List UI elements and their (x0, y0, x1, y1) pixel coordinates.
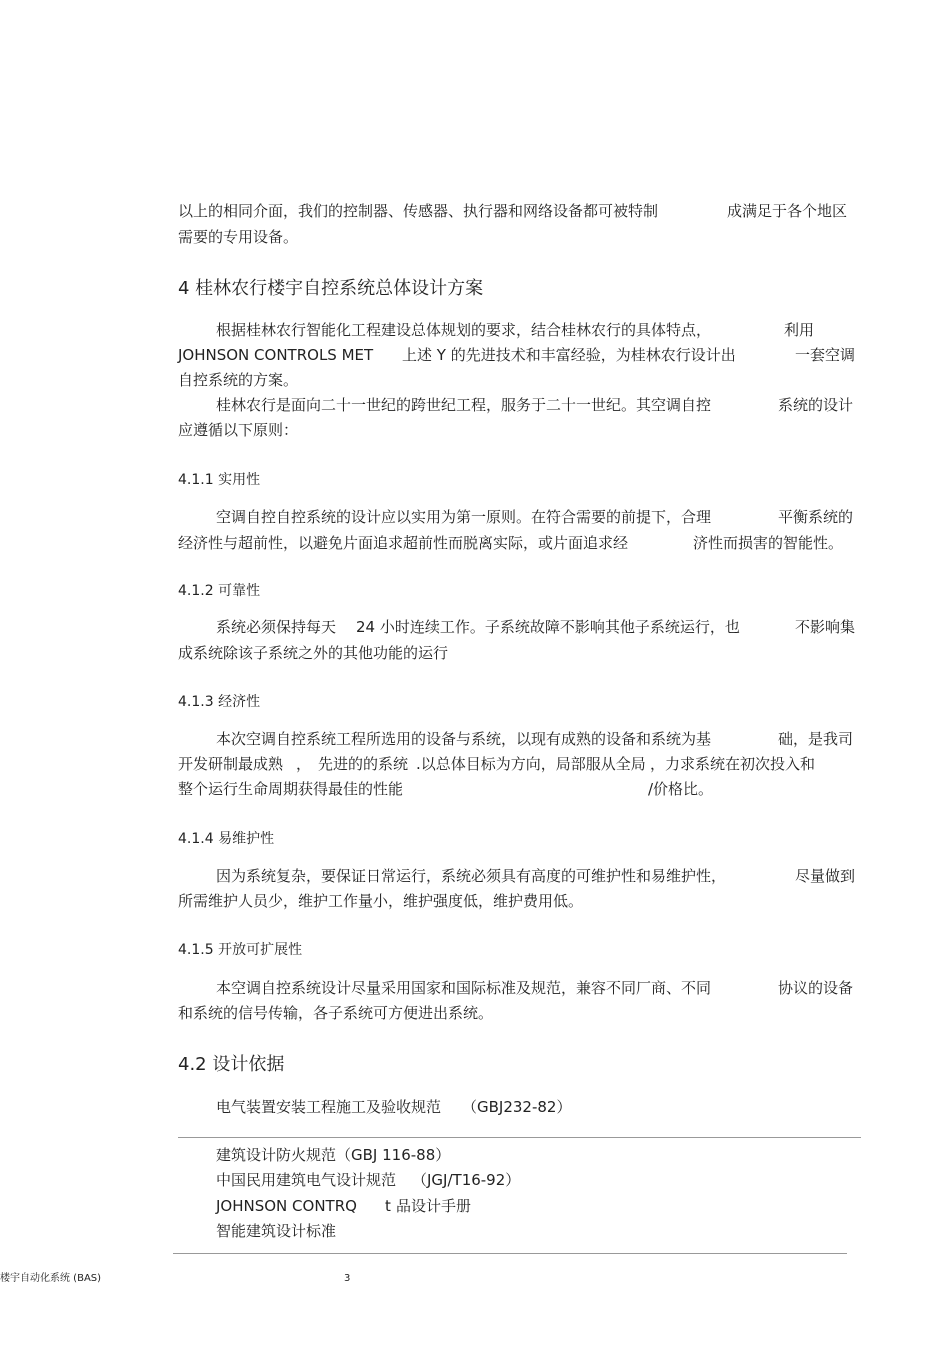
s412-l2: 成系统除该子系统之外的其他功能的运行 (178, 644, 449, 662)
ref-3b: （JGJ/T16-92） (412, 1171, 521, 1189)
section-4-p2-l1b: 系统的设计 (778, 396, 854, 414)
divider-lower (173, 1253, 847, 1254)
s412-l1c: 不影响集 (795, 618, 856, 636)
intro-line-1b: 成满足于各个地区 (727, 202, 848, 220)
section-4-p2-l1a: 桂林农行是面向二十一世纪的跨世纪工程，服务于二十一世纪。其空调自控 (216, 396, 712, 414)
section-4-p1-l2a: JOHNSON CONTROLS MET (178, 346, 374, 364)
ref-3a: 中国民用建筑电气设计规范 (216, 1171, 397, 1189)
s415-l1b: 协议的设备 (778, 979, 854, 997)
divider-upper (178, 1137, 861, 1138)
intro-line-1a: 以上的相同介面，我们的控制器、传感器、执行器和网络设备都可被特制 (178, 202, 659, 220)
intro-line-2: 需要的专用设备。 (178, 228, 299, 246)
ref-4c: 品设计手册 (396, 1197, 472, 1215)
ref-4b: t (385, 1197, 391, 1215)
footer-title: 楼宇自动化系统 (BAS) (0, 1273, 102, 1284)
s411-l1a: 空调自控自控系统的设计应以实用为第一原则。在符合需要的前提下，合理 (216, 508, 712, 526)
s415-l1a: 本空调自控系统设计尽量采用国家和国际标准及规范，兼容不同厂商、不同 (216, 979, 712, 997)
s413-l1b: 础，是我司 (778, 730, 854, 748)
section-4-p1-l1a: 根据桂林农行智能化工程建设总体规划的要求，结合桂林农行的具体特点， (216, 321, 712, 339)
s413-l2a: 开发研制最成熟 (178, 755, 284, 773)
s412-l1a: 系统必须保持每天 (216, 618, 337, 636)
heading-4-1-3: 4.1.3 经济性 (178, 694, 261, 710)
s414-l1b: 尽量做到 (795, 867, 856, 885)
ref-5: 智能建筑设计标准 (216, 1222, 337, 1240)
section-4-p1-l2c: 一套空调 (795, 346, 856, 364)
heading-4-1-4: 4.1.4 易维护性 (178, 831, 275, 847)
s413-l2b: ， (296, 755, 312, 773)
section-4-heading: 4 桂林农行楼宇自控系统总体设计方案 (178, 278, 484, 299)
s411-l1b: 平衡系统的 (778, 508, 854, 526)
heading-4-2: 4.2 设计依据 (178, 1054, 285, 1075)
heading-4-1-2: 4.1.2 可靠性 (178, 583, 261, 599)
s413-l2e: ，力求系统在初次投入和 (650, 755, 816, 773)
section-4-p1-l1b: 利用 (784, 321, 815, 339)
ref-1a: 电气装置安装工程施工及验收规范 (216, 1098, 442, 1116)
s413-l3b: /价格比。 (648, 780, 714, 798)
s412-l1b: 24 小时连续工作。子系统故障不影响其他子系统运行，也 (356, 618, 740, 636)
ref-4a: JOHNSON CONTRQ (216, 1197, 357, 1215)
s415-l2: 和系统的信号传输，各子系统可方便进出系统。 (178, 1004, 494, 1022)
section-4-p1-l2b: 上述 Y 的先进技术和丰富经验，为桂林农行设计出 (402, 346, 736, 364)
s413-l2c: 先进的的系统 (318, 755, 409, 773)
ref-1b: （GBJ232-82） (462, 1098, 572, 1116)
page-number: 3 (344, 1273, 351, 1284)
heading-4-1-1: 4.1.1 实用性 (178, 472, 261, 488)
s413-l1a: 本次空调自控系统工程所选用的设备与系统，以现有成熟的设备和系统为基 (216, 730, 712, 748)
section-4-p2-l2: 应遵循以下原则： (178, 421, 299, 439)
heading-4-1-5: 4.1.5 开放可扩展性 (178, 942, 303, 958)
s413-l3a: 整个运行生命周期获得最佳的性能 (178, 780, 404, 798)
section-4-p1-l3: 自控系统的方案。 (178, 371, 299, 389)
s413-l2d: .以总体目标为方向，局部服从全局 (416, 755, 646, 773)
s411-l2a: 经济性与超前性，以避免片面追求超前性而脱离实际，或片面追求经 (178, 534, 629, 552)
s414-l1a: 因为系统复杂，要保证日常运行，系统必须具有高度的可维护性和易维护性， (216, 867, 727, 885)
s414-l2: 所需维护人员少，维护工作量小，维护强度低，维护费用低。 (178, 892, 584, 910)
ref-2: 建筑设计防火规范（GBJ 116-88） (216, 1146, 451, 1164)
s411-l2b: 济性而损害的智能性。 (693, 534, 844, 552)
